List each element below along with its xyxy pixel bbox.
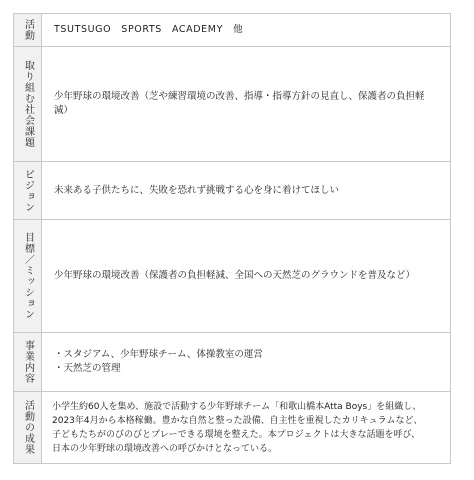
table-row-social-issue: [14, 47, 451, 162]
table-row-mission: [14, 220, 451, 333]
row-value-cell: [42, 220, 451, 332]
row-value-line: 小学生約60人を集め、施設で活動する少年野球チーム「和歌山橋本Atta Boys」を組織し、: [52, 401, 422, 412]
row-label: 取り組む社会課題: [22, 60, 34, 148]
row-value-line: ・スタジアム、少年野球チーム、体操教室の運営: [54, 349, 263, 360]
row-value: 少年野球の環境改善（保護者の負担軽減、全国への天然芝のグラウンドを普及など）: [54, 270, 416, 281]
row-label-cell: [14, 392, 42, 463]
row-label: 活動の成果: [22, 400, 34, 455]
row-label: ビジョン: [22, 168, 34, 213]
row-value-line: ・天然芝の管理: [54, 363, 121, 374]
row-label-cell: [14, 162, 42, 219]
row-value-cell: [42, 162, 451, 219]
row-value-line: 日本の少年野球の環境改善への呼びかけとなっている。: [52, 443, 278, 454]
row-label-cell: [14, 47, 42, 161]
row-value-line: 子どもたちがのびのびとプレーできる環境を整えた。本プロジェクトは大きな話題を呼び、: [52, 429, 421, 440]
row-value: 未来ある子供たちに、失敗を恐れず挑戦する心を身に着けてほしい: [54, 184, 340, 196]
row-value-cell: [42, 47, 451, 161]
row-label: 目標／ミッション: [22, 232, 34, 320]
row-label-cell: [14, 14, 42, 46]
info-table: [13, 13, 451, 464]
row-value: 少年野球の環境改善（芝や練習環境の改善、指導・指導方針の見直し、保護者の負担軽減）: [54, 91, 425, 116]
row-label: 活動: [22, 19, 34, 41]
row-value-cell: [42, 392, 451, 463]
table-row-vision: [14, 162, 451, 220]
row-value-cell: [42, 333, 451, 391]
row-value-line: 2023年4月から本格稼働。豊かな自然と整った設備、自主性を重視したカリキュラムなど、: [52, 415, 423, 426]
row-label-cell: [14, 333, 42, 391]
row-value: TSUTSUGO SPORTS ACADEMY 他: [54, 24, 244, 35]
row-value-cell: [42, 14, 451, 46]
row-label-cell: [14, 220, 42, 332]
table-row-results: [14, 392, 451, 464]
table-row-business: [14, 333, 451, 392]
row-label: 事業内容: [22, 340, 34, 384]
table-row-activity: [14, 14, 451, 47]
